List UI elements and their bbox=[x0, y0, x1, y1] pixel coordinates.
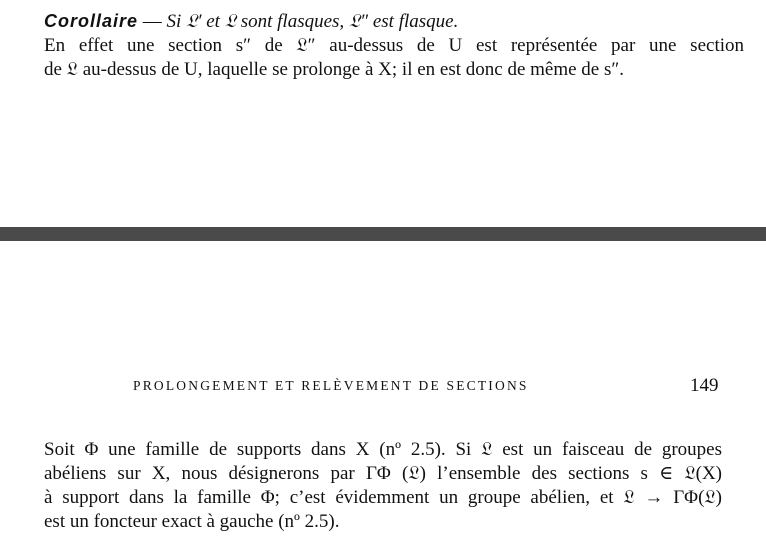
corollary-label: Corollaire bbox=[44, 11, 139, 31]
corollary-dash: — bbox=[138, 11, 167, 32]
page-divider bbox=[0, 227, 766, 241]
paragraph-line-1: Soit Φ une famille de supports dans X (nº 2.5). Si 𝔏 est un faisceau de groupes bbox=[44, 439, 722, 460]
corollary-statement: Si 𝔏′ et 𝔏 sont flasques, 𝔏″ est flasque. bbox=[166, 11, 459, 32]
running-head: PROLONGEMENT ET RELÈVEMENT DE SECTIONS bbox=[133, 378, 529, 393]
proof-line-2: de 𝔏 au-dessus de U, laquelle se prolonge à X; il en est donc de même de s″. bbox=[44, 59, 625, 80]
page-number: 149 bbox=[690, 375, 719, 396]
corollary-line bbox=[44, 9, 744, 34]
proof-line-1: En effet une section s″ de 𝔏″ au-dessus de U est représentée par une section bbox=[44, 35, 744, 56]
paragraph-line-3: à support dans la famille Φ; c’est évidemment un groupe abélien, et 𝔏 → ΓΦ(𝔏) bbox=[44, 487, 722, 508]
paragraph-line-4: est un foncteur exact à gauche (nº 2.5). bbox=[44, 511, 340, 532]
corollary-block bbox=[44, 9, 744, 82]
paragraph-line-2: abéliens sur X, nous désignerons par ΓΦ (𝔏) l’ensemble des sections s ∈ 𝔏(X) bbox=[44, 463, 722, 484]
paragraph-block bbox=[44, 438, 722, 534]
